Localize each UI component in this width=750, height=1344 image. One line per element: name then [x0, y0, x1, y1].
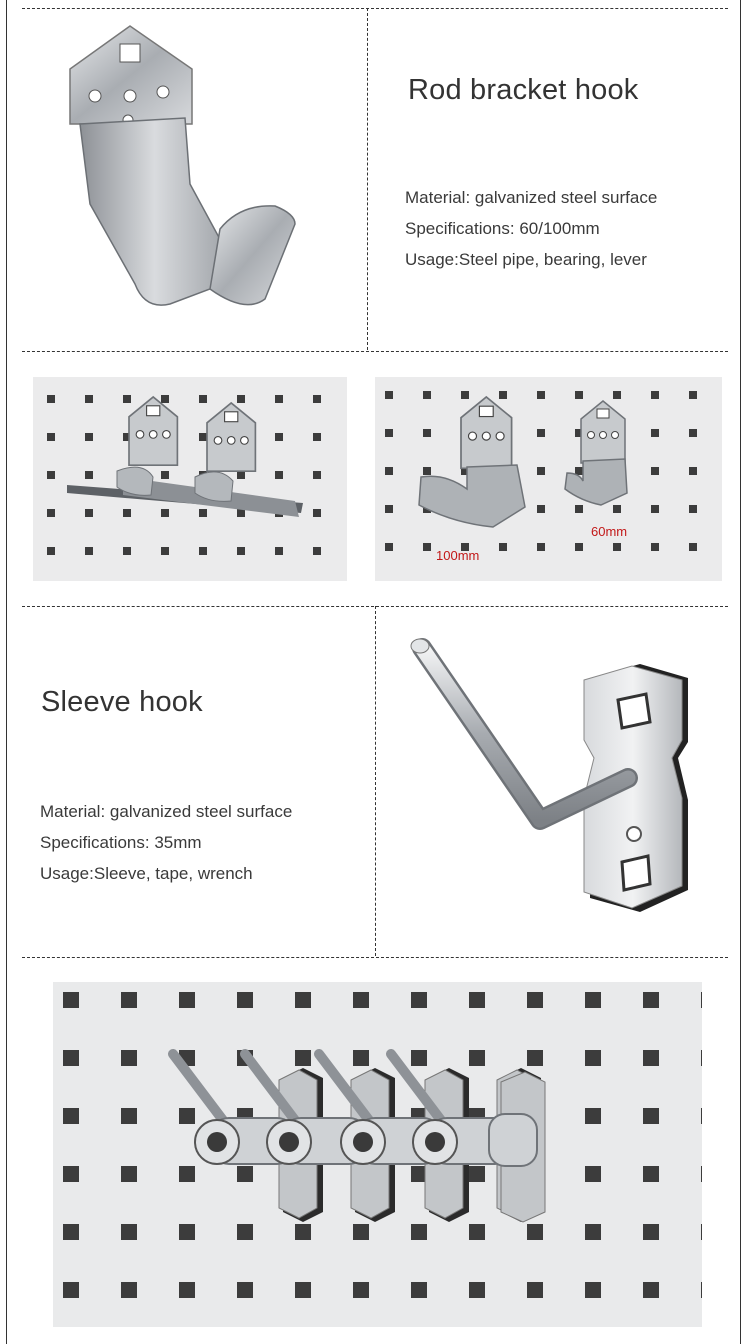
rod-spec-usage: Usage:Steel pipe, bearing, lever: [405, 250, 647, 269]
column-divider: [375, 606, 376, 956]
rod-spec-size: Specifications: 60/100mm: [405, 219, 600, 238]
dimension-label-60mm: 60mm: [591, 524, 628, 539]
pegboard-holes: [47, 395, 321, 555]
sleeve-spec-material: Material: galvanized steel surface: [40, 802, 293, 821]
section-divider: [22, 957, 728, 958]
sleeve-section-title: Sleeve hook: [41, 686, 203, 718]
rod-bracket-left: [129, 397, 177, 465]
hook-60mm-body: [565, 459, 627, 505]
sleeve-spec-usage: Usage:Sleeve, tape, wrench: [40, 864, 253, 883]
rod-bracket-100mm: [461, 397, 512, 468]
dimension-label-100mm: 100mm: [436, 548, 480, 563]
column-divider: [367, 8, 368, 350]
sleeve-hooks-with-sockets-photo: [53, 982, 702, 1327]
rod-spec-material: Material: galvanized steel surface: [405, 188, 658, 207]
rod-spec-list: [405, 188, 657, 270]
frame-left-border: [6, 0, 7, 1344]
sleeve-hook-image: [400, 630, 700, 940]
socket-on-hook: [489, 1114, 537, 1166]
frame-right-border: [740, 0, 741, 1344]
rod-section-title: Rod bracket hook: [408, 74, 639, 106]
rod-hook-cup: [195, 472, 233, 501]
rod-bracket-60mm: [581, 401, 625, 463]
tool-shaft: [67, 477, 303, 517]
rod-section-title-block: [408, 74, 639, 107]
section-divider: [22, 351, 728, 352]
sleeve-section-title-block: [41, 686, 203, 719]
section-divider: [22, 8, 728, 9]
pegboard-holes: [385, 391, 697, 551]
rod-hook-sizes-photo: [375, 377, 722, 581]
rod-bracket-hook-image: [40, 14, 340, 344]
sleeve-spec-size: Specifications: 35mm: [40, 833, 202, 852]
hook-100mm-body: [419, 465, 525, 527]
rod-hook-holding-tool-photo: [33, 377, 347, 581]
rod-bracket-right: [207, 403, 255, 471]
sleeve-spec-list: [40, 802, 292, 884]
